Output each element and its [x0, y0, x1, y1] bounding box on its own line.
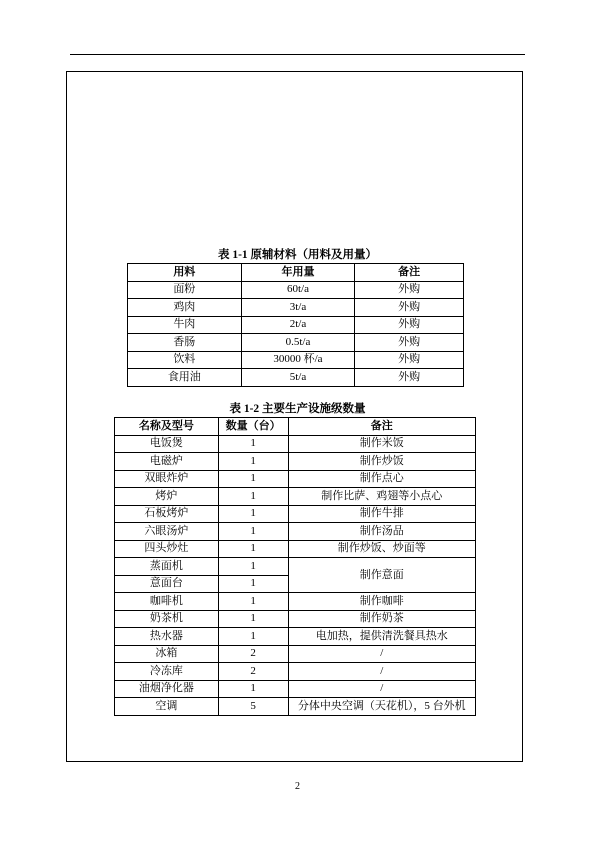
table-cell: 制作汤品 [288, 523, 475, 541]
table-row [128, 316, 464, 334]
table-cell: 1 [218, 575, 288, 593]
table-cell: 5 [218, 698, 288, 716]
table-cell: 石板烤炉 [115, 505, 219, 523]
table-row [128, 281, 464, 299]
table-cell: 外购 [355, 351, 464, 369]
table-cell: 1 [218, 523, 288, 541]
table-row [128, 334, 464, 352]
table2-caption: 表 1-2 主要生产设施级数量 [229, 403, 366, 415]
table1-caption: 表 1-1 原辅材料（用料及用量） [217, 249, 378, 261]
table-cell: 30000 杯/a [241, 351, 355, 369]
header-cell: 年用量 [241, 264, 355, 282]
table-cell: 制作点心 [288, 470, 475, 488]
table-row [115, 505, 476, 523]
table-cell: 牛肉 [128, 316, 242, 334]
table-cell: 5t/a [241, 369, 355, 387]
table-cell: 外购 [355, 334, 464, 352]
table-cell: 制作牛排 [288, 505, 475, 523]
table-cell: 2 [218, 663, 288, 681]
table-cell: 电饭煲 [115, 435, 219, 453]
table-cell: 外购 [355, 281, 464, 299]
header-cell: 名称及型号 [115, 418, 219, 436]
table-cell: 六眼汤炉 [115, 523, 219, 541]
table-cell: 1 [218, 488, 288, 506]
table-cell: 食用油 [128, 369, 242, 387]
table-cell: 0.5t/a [241, 334, 355, 352]
table-cell: 空调 [115, 698, 219, 716]
table-cell: 冷冻库 [115, 663, 219, 681]
table-cell: 制作咖啡 [288, 593, 475, 611]
table-row [128, 299, 464, 317]
table-cell: 外购 [355, 316, 464, 334]
header-rule [70, 54, 525, 55]
table-row [115, 558, 476, 576]
raw-materials-table [127, 263, 464, 387]
table-row [115, 698, 476, 716]
table-cell: 咖啡机 [115, 593, 219, 611]
table-cell: 热水器 [115, 628, 219, 646]
header-cell: 数量（台） [218, 418, 288, 436]
table-cell: 分体中央空调（天花机），5 台外机 [288, 698, 475, 716]
page-number: 2 [295, 781, 300, 792]
table-cell: 60t/a [241, 281, 355, 299]
table-cell: 3t/a [241, 299, 355, 317]
table-cell: 1 [218, 540, 288, 558]
table-row [115, 453, 476, 471]
equipment-table [114, 417, 476, 716]
table-row [115, 680, 476, 698]
table-cell: 1 [218, 593, 288, 611]
table-row [115, 435, 476, 453]
table-cell: 烤炉 [115, 488, 219, 506]
table-header-row [128, 264, 464, 282]
table-row [115, 610, 476, 628]
table-cell: 1 [218, 453, 288, 471]
table-cell: 1 [218, 680, 288, 698]
table-cell: 电加热，提供清洗餐具热水 [288, 628, 475, 646]
table-cell: 意面台 [115, 575, 219, 593]
table-cell: 蒸面机 [115, 558, 219, 576]
table-cell: 饮料 [128, 351, 242, 369]
table-cell: 外购 [355, 369, 464, 387]
table-row [115, 523, 476, 541]
table-header-row [115, 418, 476, 436]
table-cell: 1 [218, 470, 288, 488]
table-row [128, 351, 464, 369]
table-row [115, 628, 476, 646]
table-row [115, 488, 476, 506]
table-cell: / [288, 663, 475, 681]
table-row [115, 540, 476, 558]
header-cell: 备注 [288, 418, 475, 436]
table-cell-merged: 制作意面 [288, 558, 475, 593]
table-cell: 制作炒饭 [288, 453, 475, 471]
table-row [115, 593, 476, 611]
table-cell: 油烟净化器 [115, 680, 219, 698]
table-cell: 冰箱 [115, 645, 219, 663]
header-cell: 用料 [128, 264, 242, 282]
table-cell: 外购 [355, 299, 464, 317]
table-cell: / [288, 680, 475, 698]
table-row [115, 663, 476, 681]
table-cell: 电磁炉 [115, 453, 219, 471]
header-cell: 备注 [355, 264, 464, 282]
table-row [128, 369, 464, 387]
table-cell: 2t/a [241, 316, 355, 334]
table-row [115, 470, 476, 488]
table-cell: 1 [218, 505, 288, 523]
table-row [115, 645, 476, 663]
table-cell: 1 [218, 628, 288, 646]
table-cell: 制作炒饭、炒面等 [288, 540, 475, 558]
table-cell: 双眼炸炉 [115, 470, 219, 488]
table-cell: 鸡肉 [128, 299, 242, 317]
table-cell: 1 [218, 435, 288, 453]
table-cell: 面粉 [128, 281, 242, 299]
table-cell: 制作米饭 [288, 435, 475, 453]
table-cell: 1 [218, 558, 288, 576]
table-cell: 制作比萨、鸡翅等小点心 [288, 488, 475, 506]
table-cell: 香肠 [128, 334, 242, 352]
table-cell: 1 [218, 610, 288, 628]
table-cell: 制作奶茶 [288, 610, 475, 628]
table-cell: 2 [218, 645, 288, 663]
table-cell: 奶茶机 [115, 610, 219, 628]
table-cell: 四头炒灶 [115, 540, 219, 558]
table-cell: / [288, 645, 475, 663]
